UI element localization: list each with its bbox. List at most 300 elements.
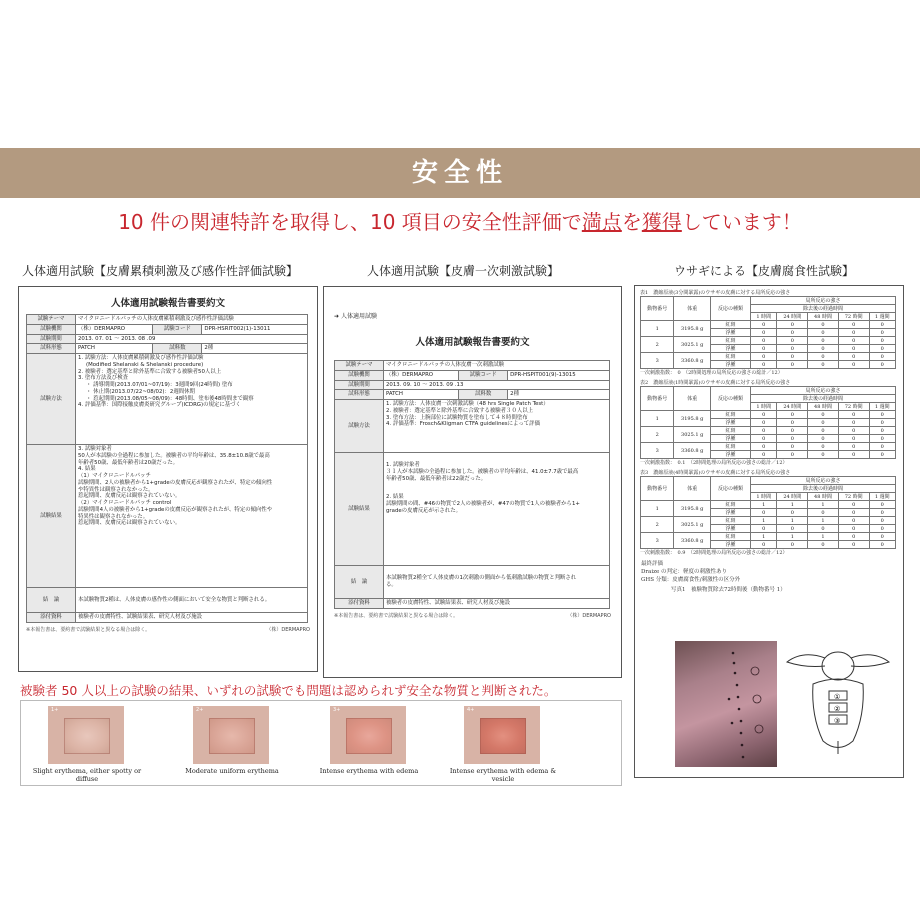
rabbit-cell: 0 bbox=[808, 321, 839, 329]
panel2-footer bbox=[334, 612, 611, 619]
method-line: 1. 試験方法：人体皮膚累積刺激及び感作性評価試験 bbox=[78, 355, 204, 361]
method-line: (Modified Shelanski & Shelanski procedure) bbox=[86, 361, 204, 368]
rabbit-cell: 2 bbox=[641, 517, 674, 533]
rabbit-cell: 0 bbox=[751, 321, 777, 329]
form-value: PATCH bbox=[384, 390, 459, 400]
rabbit-cell: 1 bbox=[641, 411, 674, 427]
rabbit-cell: 0 bbox=[777, 321, 808, 329]
rabbit-cell: 0 bbox=[869, 501, 896, 509]
rabbit-cell: 0 bbox=[838, 509, 869, 517]
rabbit-cell: 0 bbox=[751, 353, 777, 361]
rabbit-table-title bbox=[640, 289, 898, 296]
rabbit-cell: 0 bbox=[838, 337, 869, 345]
rabbit-cell: 0 bbox=[777, 451, 808, 459]
rabbit-cell: 0 bbox=[808, 427, 839, 435]
concl-line: 本試験物質2種全て人体皮膚の1次刺激の側面から低刺激試験の物質と判断され bbox=[386, 575, 577, 582]
headline-mid: を bbox=[621, 210, 642, 234]
rabbit-cell: 0 bbox=[751, 419, 777, 427]
rabbit-cell: 浮腫 bbox=[710, 419, 750, 427]
rabbit-cell: 0 bbox=[838, 329, 869, 337]
rabbit-cell: 除去後の経過時間 bbox=[751, 485, 896, 493]
rabbit-cell: 0 bbox=[869, 443, 896, 451]
rabbit-cell: 除去後の経過時間 bbox=[751, 395, 896, 403]
rabbit-cell: 浮腫 bbox=[710, 451, 750, 459]
period-value: 2013. 09. 10 ～ 2013. 09 .13 bbox=[384, 380, 610, 390]
rabbit-cell: 0 bbox=[777, 419, 808, 427]
rabbit-cell: 0 bbox=[777, 509, 808, 517]
panel2-heading: 人体適用試験【皮膚一次刺激試験】 bbox=[367, 264, 560, 278]
rabbit-cell: 動物番号 bbox=[641, 387, 674, 411]
rabbit-cell: 1 bbox=[641, 501, 674, 517]
rabbit-cell: 0 bbox=[808, 525, 839, 533]
result-value bbox=[384, 453, 610, 566]
rabbit-cell: 0 bbox=[777, 337, 808, 345]
final-title: 最終評価 bbox=[641, 561, 664, 567]
rabbit-cell: 紅斑 bbox=[710, 411, 750, 419]
rabbit-cell: 0 bbox=[751, 427, 777, 435]
rabbit-cell: 0 bbox=[777, 427, 808, 435]
rabbit-cell: 0 bbox=[838, 517, 869, 525]
rabbit-cell: 0 bbox=[869, 321, 896, 329]
zone-label: ② bbox=[834, 705, 841, 713]
rabbit-cell: 0 bbox=[751, 411, 777, 419]
patch-marks-icon bbox=[675, 641, 777, 767]
rabbit-cell: 0 bbox=[869, 427, 896, 435]
rabbit-cell: 0 bbox=[751, 435, 777, 443]
method-line: ・ 休止期(2013.07/22~08/02)：2週間休期 bbox=[86, 388, 195, 395]
panel1-document bbox=[18, 286, 318, 672]
erythema-caption: Intense erythema with edema bbox=[319, 767, 419, 775]
result-line: gradeの皮膚反応が示された。 bbox=[386, 507, 461, 514]
patch-area bbox=[346, 718, 392, 754]
rabbit-cell: 0 bbox=[869, 353, 896, 361]
rabbit-cell: 48 時間 bbox=[808, 313, 839, 321]
rabbit-cell: 3360.8 g bbox=[674, 353, 710, 369]
rabbit-cell: 0 bbox=[751, 525, 777, 533]
method-line: 3. 塗布方法及び検査 bbox=[78, 375, 128, 382]
rabbit-cell: 1 時間 bbox=[751, 313, 777, 321]
rabbit-cell: 1 bbox=[751, 533, 777, 541]
panel2-document bbox=[323, 286, 622, 678]
rabbit-cell: 紅斑 bbox=[710, 501, 750, 509]
period-value: 2013. 07. 01 ～ 2013. 08 .09 bbox=[76, 334, 308, 344]
rabbit-cell: 紅斑 bbox=[710, 533, 750, 541]
rabbit-cell: 3 bbox=[641, 533, 674, 549]
rabbit-cell: 0 bbox=[777, 525, 808, 533]
method-value bbox=[76, 354, 308, 445]
rabbit-cell: 0 bbox=[838, 533, 869, 541]
rabbit-cell: 1 bbox=[751, 501, 777, 509]
rabbit-cell: 0 bbox=[808, 509, 839, 517]
rabbit-cell: 反応の種類 bbox=[710, 387, 750, 411]
final-eval bbox=[635, 559, 903, 593]
rabbit-cell: 0 bbox=[777, 361, 808, 369]
rabbit-cell: 浮腫 bbox=[710, 435, 750, 443]
panel2-doc-title: 人体適用試験報告書要約文 bbox=[415, 337, 530, 348]
panel1-doc-title: 人体適用試験報告書要約文 bbox=[110, 298, 225, 309]
rabbit-cell: 1 bbox=[777, 501, 808, 509]
count-value: 2種 bbox=[508, 390, 610, 400]
headline bbox=[0, 206, 920, 235]
count-label: 試料数 bbox=[153, 344, 202, 354]
count-value: 2種 bbox=[202, 344, 308, 354]
erythema-photo bbox=[330, 706, 406, 764]
rabbit-cell: 浮腫 bbox=[710, 509, 750, 517]
rabbit-cell: 0 bbox=[751, 443, 777, 451]
rabbit-cell: 3025.1 g bbox=[674, 427, 710, 443]
rabbit-cell: 0 bbox=[838, 345, 869, 353]
rabbit-cell: 3195.8 g bbox=[674, 411, 710, 427]
rabbit-cell: 体重 bbox=[674, 387, 710, 411]
rabbit-cell: 紅斑 bbox=[710, 427, 750, 435]
rabbit-cell: 0 bbox=[808, 443, 839, 451]
rabbit-cell: 0 bbox=[838, 541, 869, 549]
panel1-heading: 人体適用試験【皮膚累積刺激及び感作性評価試験】 bbox=[22, 264, 299, 278]
rabbit-cell: 3360.8 g bbox=[674, 533, 710, 549]
period-label: 試験期間 bbox=[27, 334, 76, 344]
erythema-photo bbox=[464, 706, 540, 764]
conclusion-warning: 被験者 50 人以上の試験の結果、いずれの試験でも問題は認められず安全な物質と判断された。 bbox=[20, 683, 557, 698]
rabbit-cell: 0 bbox=[808, 419, 839, 427]
rabbit-cell: 0 bbox=[777, 541, 808, 549]
rabbit-cell: 0 bbox=[751, 345, 777, 353]
rabbit-cell: 体重 bbox=[674, 297, 710, 321]
rabbit-cell: 1 週間 bbox=[869, 493, 896, 501]
result-label: 試験結果 bbox=[27, 445, 76, 588]
rabbit-cell: 浮腫 bbox=[710, 541, 750, 549]
grade-label: 4+ bbox=[467, 707, 475, 713]
result-line: （1）マイクロニードルパッチ bbox=[78, 473, 151, 479]
result-value bbox=[76, 445, 308, 588]
rabbit-cell: 1 bbox=[808, 501, 839, 509]
rabbit-table-label: 表1 bbox=[640, 290, 654, 296]
result-line: 3. 試験対象者 bbox=[78, 446, 112, 452]
rabbit-table-note: 一次刺激指数： 0.1 （2時間処理の局所反応の強さの総計／12） bbox=[640, 460, 788, 466]
result-label: 試験結果 bbox=[335, 453, 384, 566]
rabbit-cell: 3025.1 g bbox=[674, 337, 710, 353]
method-line: 4. 評価基準：国際接触皮膚炎研究グループ(ICDRG)の規定に基づく bbox=[78, 402, 241, 409]
rabbit-cell: 0 bbox=[838, 451, 869, 459]
period-label: 試験期間 bbox=[335, 380, 384, 390]
rabbit-table-title bbox=[640, 379, 898, 386]
rabbit-cell: 0 bbox=[869, 451, 896, 459]
panel2-report-table bbox=[334, 360, 610, 609]
erythema-caption: Intense erythema with edema & vesicle bbox=[449, 767, 557, 783]
rabbit-table-title bbox=[640, 469, 898, 476]
rabbit-cell: 浮腫 bbox=[710, 345, 750, 353]
rabbit-cell: 1 bbox=[808, 533, 839, 541]
agency-value: （株）DERMAPRO bbox=[76, 324, 153, 334]
rabbit-cell: 浮腫 bbox=[710, 361, 750, 369]
result-line: 年齢者50歳、最低年齢者は22歳だった。 bbox=[386, 475, 486, 482]
rabbit-skin-photo bbox=[675, 641, 777, 767]
rabbit-cell: 0 bbox=[808, 435, 839, 443]
rabbit-cell: 浮腫 bbox=[710, 329, 750, 337]
headline-post: しています！ bbox=[681, 210, 802, 234]
rabbit-tables bbox=[635, 286, 903, 556]
grade-label: 3+ bbox=[333, 707, 341, 713]
rabbit-cell: 0 bbox=[808, 353, 839, 361]
rabbit-cell: 紅斑 bbox=[710, 517, 750, 525]
rabbit-cell: 0 bbox=[869, 517, 896, 525]
final-draize bbox=[641, 567, 897, 575]
headline-em2: 獲得 bbox=[641, 210, 682, 234]
result-line: 惹起期間、皮膚反応は観察されていない。 bbox=[78, 493, 181, 500]
rabbit-cell: 0 bbox=[808, 329, 839, 337]
concl-label: 結 論 bbox=[335, 566, 384, 599]
rabbit-cell: 24 時間 bbox=[777, 313, 808, 321]
rabbit-cell: 0 bbox=[838, 353, 869, 361]
rabbit-cell: 2 bbox=[641, 427, 674, 443]
rabbit-cell: 動物番号 bbox=[641, 477, 674, 501]
rabbit-cell: 0 bbox=[838, 411, 869, 419]
panel1-report-table bbox=[26, 314, 308, 623]
rabbit-cell: 0 bbox=[808, 411, 839, 419]
erythema-caption: Slight erythema, either spotty or diffuse bbox=[32, 767, 142, 783]
zone-label: ① bbox=[834, 693, 841, 701]
rabbit-cell: 1 bbox=[777, 517, 808, 525]
rabbit-cell: 局所反応の強さ bbox=[751, 477, 896, 485]
rabbit-cell: 0 bbox=[838, 501, 869, 509]
rabbit-cell: 3 bbox=[641, 443, 674, 459]
result-line: や特異性は観察されなかった。 bbox=[78, 486, 154, 493]
rabbit-cell: 0 bbox=[751, 361, 777, 369]
panel3-document bbox=[634, 285, 904, 778]
rabbit-cell: 0 bbox=[838, 419, 869, 427]
rabbit-cell: 3 bbox=[641, 353, 674, 369]
rabbit-cell: 72 時間 bbox=[838, 403, 869, 411]
rabbit-table-note: 一次刺激指数： 0.9 （2時間処理の局所反応の強さの総計／12） bbox=[640, 550, 788, 556]
final1-label: Draize の判定 bbox=[641, 569, 678, 575]
rabbit-cell: 0 bbox=[751, 451, 777, 459]
rabbit-cell: 0 bbox=[869, 525, 896, 533]
rabbit-cell: 0 bbox=[777, 345, 808, 353]
rabbit-cell: 0 bbox=[838, 427, 869, 435]
rabbit-cell: 1 bbox=[751, 517, 777, 525]
headline-em1: 満点 bbox=[581, 210, 622, 234]
method-label: 試験方法 bbox=[335, 400, 384, 453]
rabbit-cell: 動物番号 bbox=[641, 297, 674, 321]
theme-value: マイクロニードルパッチの人体皮膚一次刺激試験 bbox=[384, 361, 610, 371]
erythema-photo bbox=[48, 706, 124, 764]
code-label: 試験コード bbox=[153, 324, 202, 334]
theme-label: 試験テーマ bbox=[335, 361, 384, 371]
rabbit-cell: 0 bbox=[869, 541, 896, 549]
code-value: DPR-HSRIT002(1)-13011 bbox=[202, 324, 308, 334]
rabbit-cell: 局所反応の強さ bbox=[751, 387, 896, 395]
panel2-corner-label: 人体適用試験 bbox=[340, 313, 377, 320]
panel1-footnote: ※本報告書は、要約書で試験結果と異なる場合は除く。 bbox=[26, 626, 151, 633]
rabbit-cell: 0 bbox=[751, 541, 777, 549]
panel1-stamp: （株）DERMAPRO bbox=[266, 626, 310, 633]
form-label: 試料形態 bbox=[27, 344, 76, 354]
rabbit-diagram bbox=[783, 646, 893, 756]
rabbit-cell: 0 bbox=[777, 353, 808, 361]
attach-label: 添付資料 bbox=[27, 613, 76, 623]
rabbit-cell: 0 bbox=[869, 419, 896, 427]
erythema-photo bbox=[193, 706, 269, 764]
rabbit-cell: 紅斑 bbox=[710, 443, 750, 451]
section-title: 安全性 bbox=[411, 158, 508, 188]
concl-label: 結 論 bbox=[27, 588, 76, 613]
rabbit-cell: 48 時間 bbox=[808, 493, 839, 501]
rabbit-cell: 局所反応の強さ bbox=[751, 297, 896, 305]
rabbit-cell: 0 bbox=[838, 361, 869, 369]
rabbit-cell: 0 bbox=[838, 443, 869, 451]
attach-value: 被験者の皮膚特性、試験結果表、研究人材及び施設 bbox=[76, 613, 308, 623]
rabbit-cell: 48 時間 bbox=[808, 403, 839, 411]
rabbit-cell: 3195.8 g bbox=[674, 321, 710, 337]
rabbit-cell: 3360.8 g bbox=[674, 443, 710, 459]
result-line: 年齢者50歳、最低年齢者は20歳だった。 bbox=[78, 459, 178, 466]
rabbit-cell: 0 bbox=[777, 329, 808, 337]
rabbit-cell: 0 bbox=[808, 361, 839, 369]
rabbit-cell: 0 bbox=[838, 435, 869, 443]
headline-pre: 10 件の関連特許を取得し、10 項目の安全性評価で bbox=[118, 210, 582, 234]
rabbit-cell: 紅斑 bbox=[710, 337, 750, 345]
patch-area bbox=[480, 718, 526, 754]
rabbit-cell: 紅斑 bbox=[710, 353, 750, 361]
final1-value: ：軽度の刺激性あり bbox=[677, 569, 727, 575]
grade-label: 2+ bbox=[196, 707, 204, 713]
result-line: 試験期間4人の被験者から1+gradeの皮膚反応が観察されたが、特定の傾向性や bbox=[78, 506, 273, 513]
rabbit-cell: 1 時間 bbox=[751, 403, 777, 411]
patch-area bbox=[64, 718, 110, 754]
arrow-icon: ➜ bbox=[334, 313, 341, 320]
method-line: 3. 塗布方法：上腕部位に試験物質を塗布して４８時間塗布 bbox=[386, 414, 528, 421]
rabbit-table-caption: 濃縮原液(1時間暴露)のウサギの皮膚に対する局所反応の強さ bbox=[653, 380, 791, 386]
rabbit-cell: 0 bbox=[808, 451, 839, 459]
result-line: ３１人が本試験の全過程に参加した。被験者の平均年齢は、41.0±7.7歳で最高 bbox=[386, 468, 579, 475]
attach-label: 添付資料 bbox=[335, 599, 384, 609]
photo-caption: 写真1 被験物質除去72時間後（動物番号 1） bbox=[671, 587, 786, 593]
panel2-corner bbox=[334, 311, 621, 320]
code-value: DPR-HSPIT001(9)-13015 bbox=[508, 370, 610, 380]
grade-label: 1+ bbox=[51, 707, 59, 713]
rabbit-cell: 0 bbox=[808, 345, 839, 353]
rabbit-table bbox=[640, 476, 896, 549]
rabbit-cell: 反応の種類 bbox=[710, 297, 750, 321]
method-line: 4. 評価基準：Frosch&Kligman CTFA guidelinesによって評価 bbox=[386, 421, 540, 428]
count-label: 試料数 bbox=[459, 390, 508, 400]
rabbit-cell: 72 時間 bbox=[838, 493, 869, 501]
patch-area bbox=[209, 718, 255, 754]
rabbit-cell: 0 bbox=[869, 533, 896, 541]
rabbit-cell: 0 bbox=[751, 329, 777, 337]
rabbit-table-caption: 濃縮原液(4時間暴露)のウサギの皮膚に対する局所反応の強さ bbox=[653, 470, 791, 476]
final-ghs bbox=[641, 575, 897, 583]
rabbit-cell: 紅斑 bbox=[710, 321, 750, 329]
rabbit-cell: 0 bbox=[751, 337, 777, 345]
panel3-heading: ウサギによる【皮膚腐食性試験】 bbox=[674, 264, 855, 278]
rabbit-table-caption: 濃縮原液(3分間暴露)のウサギの皮膚に対する局所反応の強さ bbox=[653, 290, 791, 296]
rabbit-cell: 除去後の経過時間 bbox=[751, 305, 896, 313]
rabbit-table-note: 一次刺激指数： 0 （2時間処理の局所反応の強さの総計／12） bbox=[640, 370, 783, 376]
result-line: 50人が本試験の全過程に参加した。被験者の平均年齢は、35.8±10.8歳で最高 bbox=[78, 452, 270, 459]
form-value: PATCH bbox=[76, 344, 153, 354]
rabbit-cell: 1 週間 bbox=[869, 313, 896, 321]
rabbit-cell: 3195.8 g bbox=[674, 501, 710, 517]
rabbit-cell: 72 時間 bbox=[838, 313, 869, 321]
concl-line: る。 bbox=[386, 582, 397, 588]
rabbit-table-label: 表3 bbox=[640, 470, 654, 476]
erythema-caption: Moderate uniform erythema bbox=[185, 767, 279, 775]
rabbit-cell: 0 bbox=[869, 435, 896, 443]
panel2-stamp: （株）DERMAPRO bbox=[567, 612, 611, 619]
panel2-footnote: ※本報告書は、要約書で試験結果と異なる場合は除く。 bbox=[334, 612, 459, 619]
rabbit-cell: 0 bbox=[869, 361, 896, 369]
rabbit-cell: 0 bbox=[869, 411, 896, 419]
rabbit-table-block bbox=[640, 289, 898, 376]
rabbit-table bbox=[640, 296, 896, 369]
rabbit-cell: 0 bbox=[869, 329, 896, 337]
concl-value: 本試験物質2種は、人体皮膚の感作性の側面において安全な物質と判断される。 bbox=[76, 588, 308, 613]
rabbit-cell: 0 bbox=[777, 435, 808, 443]
result-line: 特異性は観察されなかった。 bbox=[78, 513, 149, 520]
rabbit-cell: 1 時間 bbox=[751, 493, 777, 501]
rabbit-cell: 0 bbox=[777, 411, 808, 419]
concl-value bbox=[384, 566, 610, 599]
theme-value: マイクロニードルパッチの人体皮膚累積刺激及び感作性評価試験 bbox=[76, 315, 308, 325]
rabbit-cell: 0 bbox=[838, 525, 869, 533]
theme-label: 試験テーマ bbox=[27, 315, 76, 325]
method-label: 試験方法 bbox=[27, 354, 76, 445]
panel1-footer bbox=[26, 626, 310, 633]
rabbit-cell: 反応の種類 bbox=[710, 477, 750, 501]
rabbit-cell: 0 bbox=[808, 541, 839, 549]
rabbit-cell: 1 bbox=[777, 533, 808, 541]
rabbit-cell: 24 時間 bbox=[777, 403, 808, 411]
rabbit-cell: 浮腫 bbox=[710, 525, 750, 533]
code-label: 試験コード bbox=[459, 370, 508, 380]
form-label: 試料形態 bbox=[335, 390, 384, 400]
rabbit-cell: 0 bbox=[751, 509, 777, 517]
result-line: （2）マイクロニードルパッチ control bbox=[78, 500, 172, 506]
rabbit-table bbox=[640, 386, 896, 459]
rabbit-cell: 0 bbox=[869, 509, 896, 517]
rabbit-cell: 1 bbox=[641, 321, 674, 337]
rabbit-cell: 2 bbox=[641, 337, 674, 353]
final2-label: GHS 分類 bbox=[641, 577, 667, 583]
attach-value: 被験者の皮膚特性、試験結果表、研究人材及び施設 bbox=[384, 599, 610, 609]
agency-label: 試験機関 bbox=[335, 370, 384, 380]
rabbit-cell: 0 bbox=[838, 321, 869, 329]
rabbit-table-label: 表2 bbox=[640, 380, 654, 386]
result-line: 1. 試験対象者 bbox=[386, 462, 420, 468]
method-line: 2. 被験者：選定基準と除外基準に合致する被験者３０人以上 bbox=[386, 407, 534, 414]
rabbit-cell: 0 bbox=[777, 443, 808, 451]
rabbit-cell: 0 bbox=[869, 345, 896, 353]
rabbit-cell: 24 時間 bbox=[777, 493, 808, 501]
rabbit-cell: 1 bbox=[808, 517, 839, 525]
result-line: 惹起期間、皮膚反応は観察されていない。 bbox=[78, 520, 181, 527]
final2-value: ：皮膚腐食性/刺激性の区分外 bbox=[666, 577, 741, 583]
rabbit-cell: 0 bbox=[869, 337, 896, 345]
method-value bbox=[384, 400, 610, 453]
rabbit-cell: 0 bbox=[808, 337, 839, 345]
method-line: 1. 試験方法：人体皮膚一次刺激試験（48 hrs Single Patch Test） bbox=[386, 401, 549, 407]
rabbit-cell: 3025.1 g bbox=[674, 517, 710, 533]
result-line: 4. 結果 bbox=[78, 466, 96, 473]
method-line: ・ 誘導期間(2013.07/01~07/19)：3週間9回(24時間) 塗布 bbox=[86, 382, 233, 388]
result-line: 試験期間の間、#46の物質で2人の被験者が、#47の物質で1人の被験者から1+ bbox=[386, 501, 580, 507]
result-line: 試験期間、2人の被験者から1+gradeの皮膚反応が観察されたが、特定の傾向性 bbox=[78, 479, 273, 486]
agency-label: 試験機関 bbox=[27, 324, 76, 334]
rabbit-table-block bbox=[640, 379, 898, 466]
rabbit-cell: 1 週間 bbox=[869, 403, 896, 411]
agency-value: （株）DERMAPRO bbox=[384, 370, 459, 380]
result-line: 2. 結果 bbox=[386, 494, 404, 501]
